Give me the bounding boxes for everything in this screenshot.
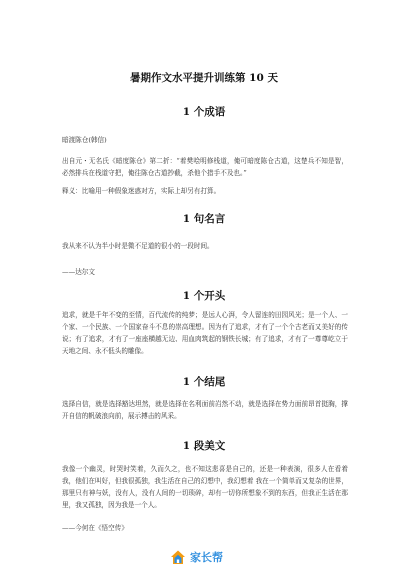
brand-name: 家长帮	[190, 551, 223, 564]
quote-author: ——达尔文	[62, 268, 95, 276]
document-title: 暑期作文水平提升训练第 10 天	[130, 72, 278, 84]
prose-author: ——今何在《悟空传》	[62, 524, 128, 532]
section-heading-ending: 1 个结尾	[182, 376, 226, 388]
section-heading-prose: 1 段美文	[182, 440, 226, 452]
section-heading-opening: 1 个开头	[182, 290, 226, 302]
idiom-source: 出自元・无名氏《暗度陈仓》第二折：“着樊哙明修栈道，俺可暗度陈仓古道，这楚兵不知是智，必然排兵在栈道守把，俺往陈仓古道抄截，杀他个措手不及也。”	[62, 157, 348, 177]
prose-paragraph: 我像一个幽灵，时哭时笑着，久而久之，也不知这悲喜是自己的，还是一种表演，很多人在看着我，他们在叫好，但我很孤独，我生活在自己的幻想中，我幻想着 我在一个简单而又复杂的世界，那里只有神与妖，没有人，没有人间的一切琐碎，却有一切你所想象不到的东西，但我正生活在那里，我又孤独，因为我是一个人。	[62, 465, 348, 509]
section-heading-quote: 1 句名言	[182, 213, 226, 225]
opening-paragraph: 追求，就是千年不变的至情，百代流传的纯梦；是远人心湃，令人留连的田园风光；是一个人、一个家、一个民族、一个国家奋斗不息的崇高理想。因为有了追求，才有了一个个古老而又美好的传说；有了追求，才有了一座座横越无边、用血肉筑起的钢铁长城；有了追求，才有了一尊尊屹立于天地之间、永不低头的雕像。	[62, 311, 348, 355]
footer-logo	[169, 548, 223, 566]
idiom-name: 暗渡陈仓(韩信)	[62, 136, 107, 144]
house-logo-icon	[169, 548, 187, 566]
quote-text: 我从来不认为半小时是微不足道的很小的一段时间。	[62, 242, 214, 250]
ending-paragraph: 选择自信，就是选择豁达坦然，就是选择在名利面前岿然不动，就是选择在势力面前昂首挺胸，撑开自信的帆破浪向前，展示搏击的风采。	[62, 400, 348, 420]
section-heading-idiom: 1 个成语	[182, 106, 226, 118]
idiom-meaning: 释义：比喻用一种假象迷惑对方，实际上却另有打算。	[62, 187, 221, 195]
